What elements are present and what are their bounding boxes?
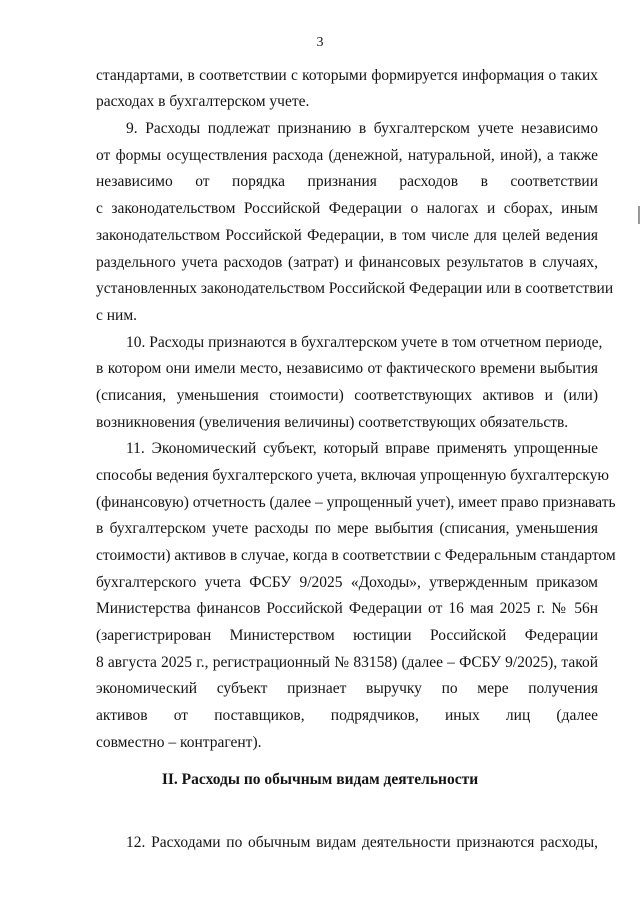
text-line: стандартами, в соответствии с которыми формируется информация о таких <box>96 67 598 84</box>
text-line: законодательством Российской Федерации, в том числе для целей ведения <box>96 227 598 244</box>
text-line: с ним. <box>96 307 138 324</box>
paragraph-11-first-line: 11. Экономический субъект, который вправе применять упрощенные <box>126 440 598 457</box>
text-line: активов от поставщиков, подрядчиков, иных лиц (далее <box>96 707 598 724</box>
text-line: (списания, уменьшения стоимости) соответствующих активов и (или) <box>96 387 598 404</box>
text-line: установленных законодательством Российской Федерации или в соответствии <box>96 280 614 297</box>
paragraph-10-first-line: 10. Расходы признаются в бухгалтерском учете в том отчетном периоде, <box>126 334 603 351</box>
text-line: возникновения (увеличения величины) соответствующих обязательств. <box>96 414 569 431</box>
text-line: совместно – контрагент). <box>96 734 262 751</box>
text-line: экономический субъект признает выручку по мере получения <box>96 680 598 697</box>
text-line: (финансовую) отчетность (далее – упрощенный учет), имеет право признавать <box>96 494 616 511</box>
text-line: в котором они имели место, независимо от фактического времени выбытия <box>96 360 598 377</box>
text-line: Министерства финансов Российской Федерации от 16 мая 2025 г. № 56н <box>96 600 598 617</box>
text-line: бухгалтерского учета ФСБУ 9/2025 «Доходы», утвержденным приказом <box>96 574 598 591</box>
page-number: 3 <box>316 35 324 50</box>
text-line: в бухгалтерском учете расходы по мере выбытия (списания, уменьшения <box>96 520 598 537</box>
text-line: расходах в бухгалтерском учете. <box>96 93 310 110</box>
text-line: независимо от порядка признания расходов в соответствии <box>96 173 598 190</box>
text-line: 8 августа 2025 г., регистрационный № 83158) (далее – ФСБУ 9/2025), такой <box>96 654 598 671</box>
paragraph-12-first-line: 12. Расходами по обычным видам деятельности признаются расходы, <box>126 834 598 851</box>
paragraph-9-first-line: 9. Расходы подлежат признанию в бухгалтерском учете независимо <box>126 120 598 137</box>
text-line: раздельного учета расходов (затрат) и финансовых результатов в случаях, <box>96 254 598 271</box>
text-line: стоимости) активов в случае, когда в соответствии с Федеральным стандартом <box>96 547 616 564</box>
section-heading: II. Расходы по обычным видам деятельности <box>161 771 479 788</box>
text-line: (зарегистрирован Министерством юстиции Российской Федерации <box>96 627 598 644</box>
text-line: с законодательством Российской Федерации о налогах и сборах, иным <box>96 200 598 217</box>
text-line: способы ведения бухгалтерского учета, включая упрощенную бухгалтерскую <box>96 467 609 484</box>
text-line: от формы осуществления расхода (денежной, натуральной, иной), а также <box>96 147 598 164</box>
